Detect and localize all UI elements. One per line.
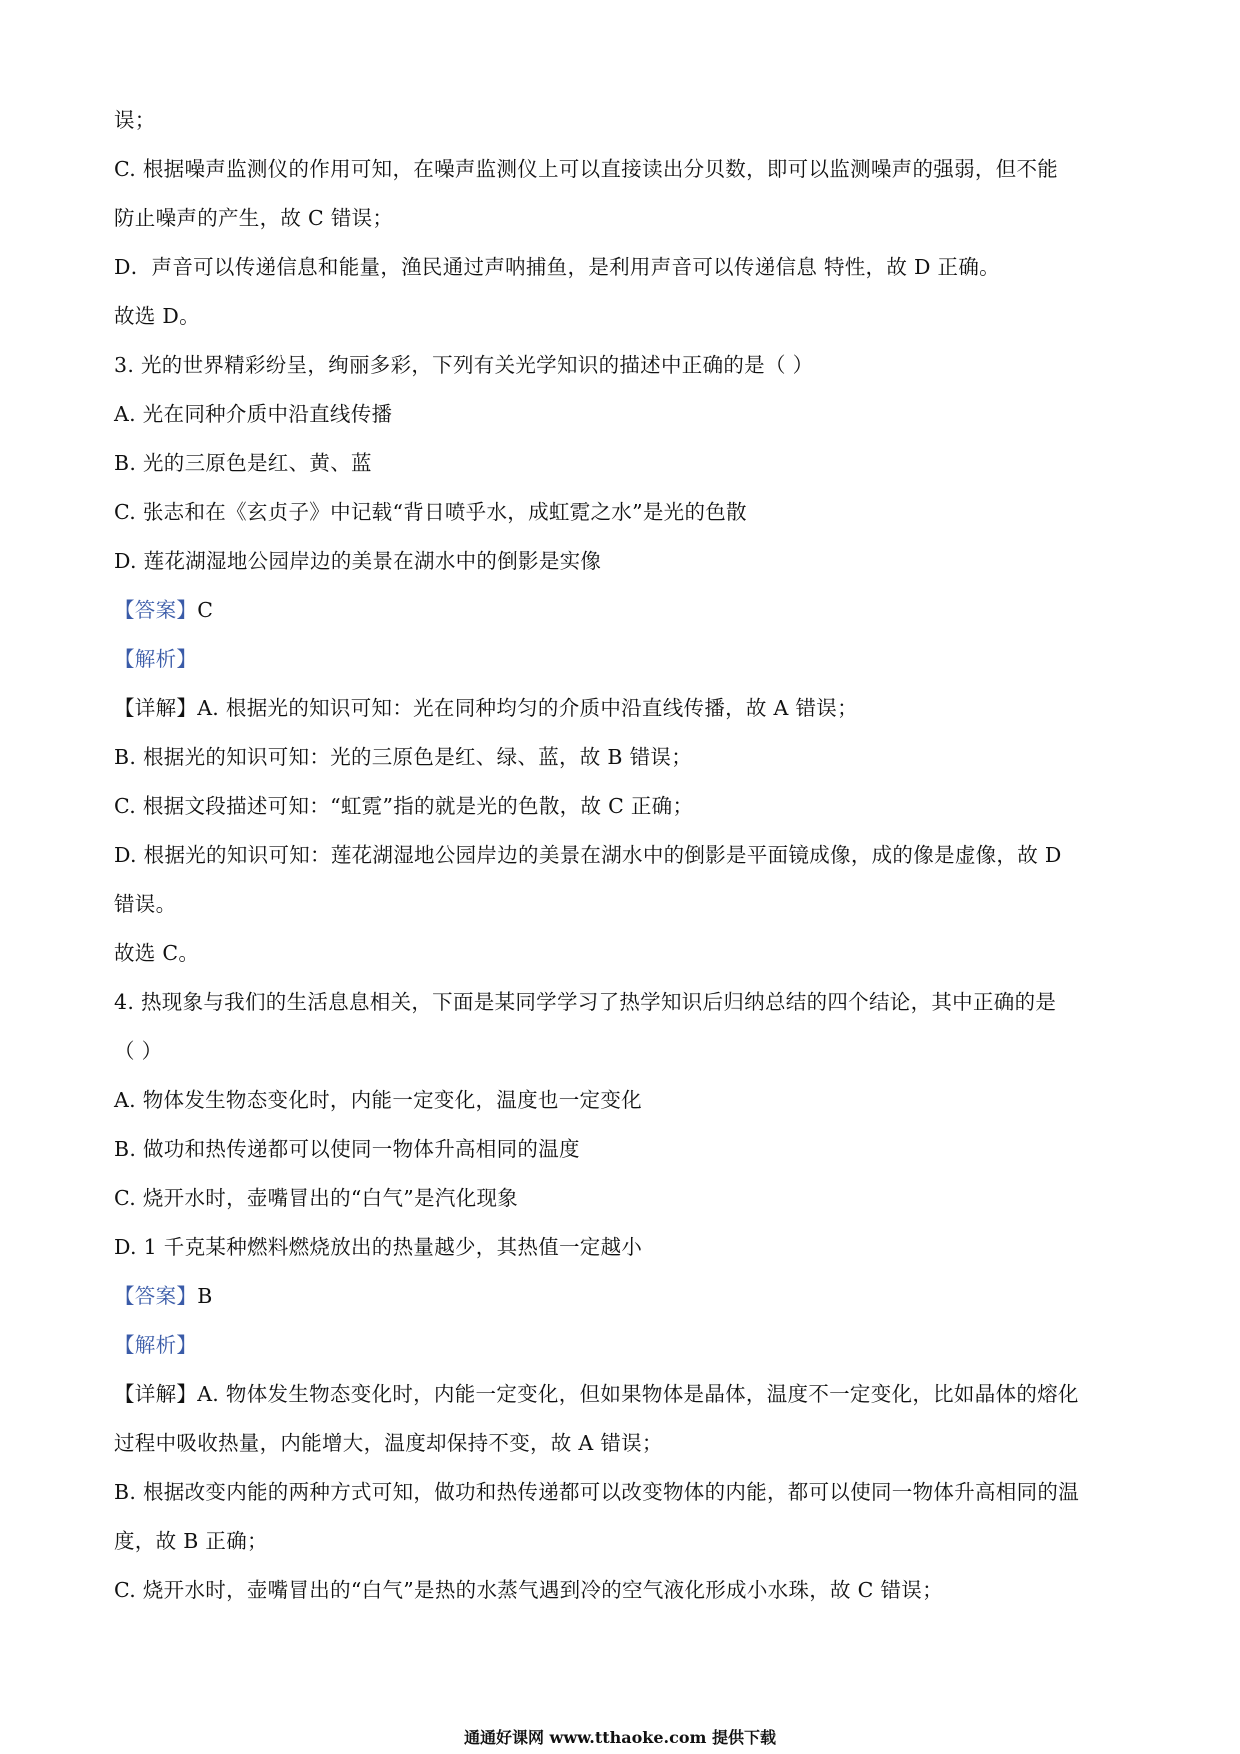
line-text: 故选 C。 bbox=[114, 941, 200, 965]
line-text: A. 光在同种介质中沿直线传播 bbox=[114, 402, 393, 426]
line-text: 错误。 bbox=[114, 892, 177, 916]
text-line bbox=[114, 390, 1134, 439]
text-line bbox=[114, 1370, 1134, 1419]
line-text: 度，故 B 正确； bbox=[114, 1529, 268, 1553]
text-line bbox=[114, 1027, 1134, 1076]
line-text: 3. 光的世界精彩纷呈，绚丽多彩，下列有关光学知识的描述中正确的是（ ） bbox=[114, 353, 814, 377]
text-line bbox=[114, 1076, 1134, 1125]
text-line bbox=[114, 341, 1134, 390]
text-line bbox=[114, 243, 1134, 292]
document-body bbox=[114, 96, 1134, 1615]
text-line bbox=[114, 292, 1134, 341]
line-text: B. 根据改变内能的两种方式可知，做功和热传递都可以改变物体的内能，都可以使同一物体升高相同的温 bbox=[114, 1480, 1079, 1504]
text-line bbox=[114, 1125, 1134, 1174]
line-text: 防止噪声的产生，故 C 错误； bbox=[114, 206, 394, 230]
text-line bbox=[114, 1174, 1134, 1223]
text-line bbox=[114, 537, 1134, 586]
text-line bbox=[114, 96, 1134, 145]
section-label: 【解析】 bbox=[114, 1333, 198, 1357]
line-text: A. 物体发生物态变化时，内能一定变化，温度也一定变化 bbox=[114, 1088, 642, 1112]
text-line bbox=[114, 194, 1134, 243]
line-text: D. 1 千克某种燃料燃烧放出的热量越少，其热值一定越小 bbox=[114, 1235, 643, 1259]
line-text: B. 做功和热传递都可以使同一物体升高相同的温度 bbox=[114, 1137, 580, 1161]
line-text: C. 烧开水时，壶嘴冒出的“白气”是热的水蒸气遇到冷的空气液化形成小水珠，故 C 错误； bbox=[114, 1578, 943, 1602]
text-line bbox=[114, 684, 1134, 733]
line-text: （ ） bbox=[114, 1039, 163, 1063]
line-text: B. 光的三原色是红、黄、蓝 bbox=[114, 451, 372, 475]
line-text: 故选 D。 bbox=[114, 304, 200, 328]
line-text: 【详解】A. 物体发生物态变化时，内能一定变化，但如果物体是晶体，温度不一定变化，比如晶体的熔化 bbox=[114, 1382, 1079, 1406]
section-label-line bbox=[114, 586, 1134, 635]
line-text: 误； bbox=[114, 108, 156, 132]
text-line bbox=[114, 488, 1134, 537]
section-label-line bbox=[114, 635, 1134, 684]
text-line bbox=[114, 1566, 1134, 1615]
text-line bbox=[114, 439, 1134, 488]
page-footer: 通通好课网 www.tthaoke.com 提供下载 bbox=[463, 1728, 777, 1747]
text-line bbox=[114, 1468, 1134, 1517]
text-line bbox=[114, 929, 1134, 978]
line-text: C. 张志和在《玄贞子》中记载“背日喷乎水，成虹霓之水”是光的色散 bbox=[114, 500, 747, 524]
text-line bbox=[114, 733, 1134, 782]
text-line bbox=[114, 145, 1134, 194]
line-text: C. 根据文段描述可知：“虹霓”指的就是光的色散，故 C 正确； bbox=[114, 794, 694, 818]
line-text: 过程中吸收热量，内能增大，温度却保持不变，故 A 错误； bbox=[114, 1431, 663, 1455]
text-line bbox=[114, 880, 1134, 929]
line-text: B. 根据光的知识可知：光的三原色是红、绿、蓝，故 B 错误； bbox=[114, 745, 692, 769]
text-line bbox=[114, 1223, 1134, 1272]
section-label: 【答案】 bbox=[114, 1284, 198, 1308]
line-text: 【详解】A. 根据光的知识可知：光在同种均匀的介质中沿直线传播，故 A 错误； bbox=[114, 696, 858, 720]
text-line bbox=[114, 782, 1134, 831]
text-line bbox=[114, 1419, 1134, 1468]
text-line bbox=[114, 1517, 1134, 1566]
section-label: 【解析】 bbox=[114, 647, 198, 671]
text-line bbox=[114, 978, 1134, 1027]
line-text: C bbox=[197, 598, 214, 622]
line-text: D．声音可以传递信息和能量，渔民通过声呐捕鱼，是利用声音可以传递信息 特性，故 D 正确。 bbox=[114, 255, 1000, 279]
line-text: C. 烧开水时，壶嘴冒出的“白气”是汽化现象 bbox=[114, 1186, 519, 1210]
line-text: 4. 热现象与我们的生活息息相关，下面是某同学学习了热学知识后归纳总结的四个结论，其中正确的是 bbox=[114, 990, 1057, 1014]
text-line bbox=[114, 831, 1134, 880]
line-text: C. 根据噪声监测仪的作用可知，在噪声监测仪上可以直接读出分贝数，即可以监测噪声的强弱，但不能 bbox=[114, 157, 1059, 181]
line-text: D. 根据光的知识可知：莲花湖湿地公园岸边的美景在湖水中的倒影是平面镜成像，成的像是虚像，故 D bbox=[114, 843, 1062, 867]
line-text: B bbox=[197, 1284, 213, 1308]
line-text: D. 莲花湖湿地公园岸边的美景在湖水中的倒影是实像 bbox=[114, 549, 602, 573]
section-label-line bbox=[114, 1272, 1134, 1321]
section-label: 【答案】 bbox=[114, 598, 198, 622]
section-label-line bbox=[114, 1321, 1134, 1370]
